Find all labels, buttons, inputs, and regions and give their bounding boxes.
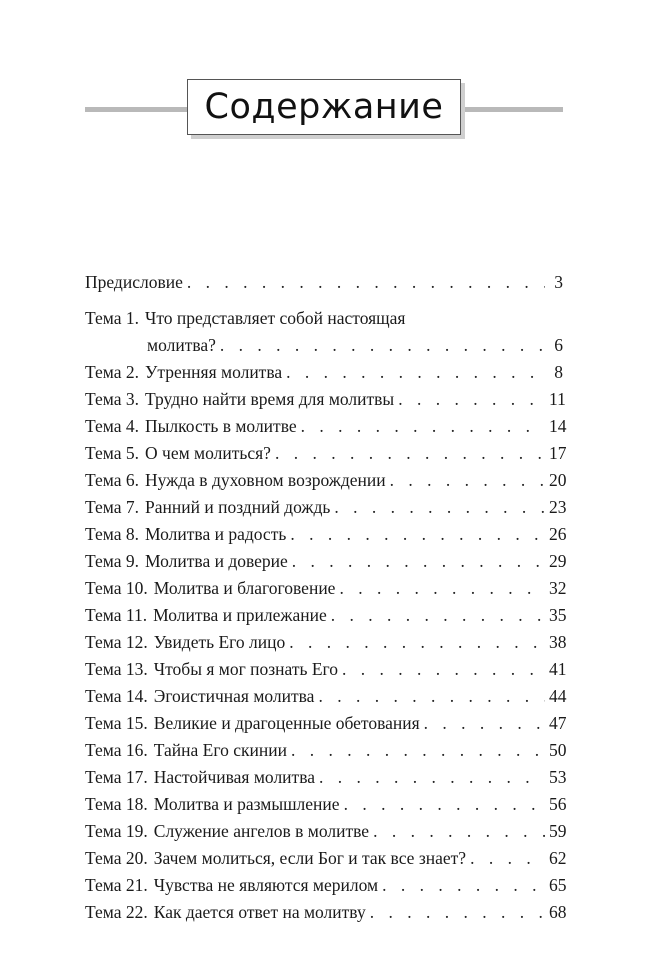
- toc-entry-number: Тема 22.: [85, 902, 148, 922]
- toc-entry-number: Тема 19.: [85, 821, 148, 841]
- toc-entry-label: Зачем молиться, если Бог и так все знает?: [153, 848, 467, 868]
- dot-leader: [275, 443, 545, 464]
- toc-entry-label: Трудно найти время для молитвы: [145, 389, 395, 409]
- dot-leader: [292, 551, 545, 572]
- dot-leader: [286, 362, 545, 383]
- toc-entry[interactable]: [85, 389, 566, 416]
- toc-entry-number: Тема 16.: [85, 740, 148, 760]
- toc-entry[interactable]: [85, 308, 563, 362]
- toc-entry[interactable]: [85, 740, 567, 767]
- dot-leader: [339, 578, 545, 599]
- toc-page-number: 32: [549, 578, 567, 598]
- toc-entry-number: Тема 15.: [85, 713, 148, 733]
- toc-entry-label: Чтобы я мог познать Его: [153, 659, 339, 679]
- toc-entry-number: Тема 17.: [85, 767, 148, 787]
- toc-entry-label: Утренняя молитва: [145, 362, 283, 382]
- toc-entry[interactable]: [85, 443, 567, 470]
- page-title: Содержание: [187, 79, 461, 135]
- toc-entry-label: Нужда в духовном возрождении: [145, 470, 386, 490]
- toc-entry-label: Что представляет собой настоящая: [145, 308, 406, 328]
- toc-page-number: 38: [549, 632, 567, 652]
- toc-entry[interactable]: [85, 848, 567, 875]
- toc-entry-label: Тайна Его скинии: [153, 740, 287, 760]
- dot-leader: [289, 632, 545, 653]
- toc-entry[interactable]: [85, 578, 567, 605]
- toc-page-number: 53: [549, 767, 567, 787]
- toc-page-number: 26: [549, 524, 567, 544]
- toc-page-number: 17: [549, 443, 567, 463]
- toc-entry-number: Тема 20.: [85, 848, 148, 868]
- toc-entry-preface[interactable]: [85, 272, 563, 308]
- table-of-contents: [85, 272, 567, 929]
- dot-leader: [319, 767, 545, 788]
- toc-entry-number: Тема 10.: [85, 578, 148, 598]
- toc-entry-number: Тема 14.: [85, 686, 148, 706]
- toc-page-number: 11: [549, 389, 566, 409]
- toc-entry-number: Тема 18.: [85, 794, 148, 814]
- toc-entry-number: Тема 6.: [85, 470, 140, 490]
- toc-page-number: 23: [549, 497, 567, 517]
- dot-leader: [291, 740, 545, 761]
- toc-entry-label: Предисловие: [85, 272, 183, 292]
- toc-entry-label: Великие и драгоценные обетования: [153, 713, 420, 733]
- toc-entry[interactable]: [85, 659, 567, 686]
- toc-entry-number: Тема 9.: [85, 551, 140, 571]
- dot-leader: [370, 902, 545, 923]
- toc-entry[interactable]: [85, 551, 567, 578]
- dot-leader: [290, 524, 545, 545]
- toc-entry-label: Молитва и доверие: [145, 551, 288, 571]
- toc-entry-label: Молитва и размышление: [153, 794, 340, 814]
- toc-page-number: 41: [549, 659, 567, 679]
- toc-page-number: 68: [549, 902, 567, 922]
- toc-page-number: 50: [549, 740, 567, 760]
- toc-entry[interactable]: [85, 902, 567, 929]
- toc-entry[interactable]: [85, 362, 563, 389]
- dot-leader: [344, 794, 545, 815]
- toc-entry-number: Тема 3.: [85, 389, 140, 409]
- toc-entry-label: Эгоистичная молитва: [153, 686, 315, 706]
- toc-entry[interactable]: [85, 632, 567, 659]
- toc-page-number: 14: [549, 416, 567, 436]
- dot-leader: [187, 272, 545, 293]
- toc-entry-label: Молитва и прилежание: [153, 605, 327, 625]
- dot-leader: [334, 497, 545, 518]
- toc-entry-number: Тема 13.: [85, 659, 148, 679]
- toc-entry-label: Как дается ответ на молитву: [153, 902, 366, 922]
- dot-leader: [373, 821, 545, 842]
- toc-entry-label: Ранний и поздний дождь: [145, 497, 331, 517]
- dot-leader: [318, 686, 545, 707]
- toc-entry-number: Тема 11.: [85, 605, 148, 625]
- toc-entry[interactable]: [85, 767, 567, 794]
- toc-page-number: 20: [549, 470, 567, 490]
- toc-entry[interactable]: [85, 470, 567, 497]
- toc-page-number: 44: [549, 686, 567, 706]
- dot-leader: [342, 659, 545, 680]
- toc-page-number: 47: [549, 713, 567, 733]
- toc-entry-label: Чувства не являются мерилом: [153, 875, 379, 895]
- toc-page-number: 8: [554, 362, 563, 382]
- toc-page-number: 65: [549, 875, 567, 895]
- toc-page-number: 59: [549, 821, 567, 841]
- toc-page-number: 6: [554, 335, 563, 355]
- toc-entry-label: Пылкость в молитве: [145, 416, 297, 436]
- toc-entry-number: Тема 7.: [85, 497, 140, 517]
- toc-page-number: 56: [549, 794, 567, 814]
- toc-entry-number: Тема 12.: [85, 632, 148, 652]
- dot-leader: [382, 875, 545, 896]
- toc-entry[interactable]: [85, 497, 567, 524]
- toc-entry-number: Тема 1.: [85, 308, 140, 328]
- toc-entry[interactable]: [85, 605, 567, 632]
- dot-leader: [398, 389, 545, 410]
- toc-entry[interactable]: [85, 794, 567, 821]
- dot-leader: [470, 848, 545, 869]
- toc-entry-number: Тема 4.: [85, 416, 140, 436]
- toc-page-number: 62: [549, 848, 567, 868]
- toc-entry[interactable]: [85, 875, 567, 902]
- toc-page-number: 35: [549, 605, 567, 625]
- dot-leader: [301, 416, 545, 437]
- toc-page-number: 3: [554, 272, 563, 292]
- toc-entry-number: Тема 21.: [85, 875, 148, 895]
- toc-entry-label: О чем молиться?: [145, 443, 271, 463]
- toc-entry[interactable]: [85, 416, 567, 443]
- toc-entry-label: Увидеть Его лицо: [153, 632, 286, 652]
- dot-leader: [331, 605, 545, 626]
- toc-entry[interactable]: [85, 713, 567, 740]
- dot-leader: [220, 335, 545, 356]
- toc-entry-label: Молитва и радость: [145, 524, 287, 544]
- toc-entry-number: Тема 8.: [85, 524, 140, 544]
- dot-leader: [424, 713, 545, 734]
- toc-entry-label-continued: молитва?: [147, 335, 216, 355]
- toc-entry-label: Настойчивая молитва: [153, 767, 315, 787]
- toc-entry-number: Тема 2.: [85, 362, 140, 382]
- toc-entry[interactable]: [85, 686, 567, 713]
- toc-page-number: 29: [549, 551, 567, 571]
- toc-entry[interactable]: [85, 821, 567, 848]
- toc-entry-label: Служение ангелов в молитве: [153, 821, 370, 841]
- toc-entry-label: Молитва и благоговение: [153, 578, 336, 598]
- dot-leader: [390, 470, 545, 491]
- toc-entry-number: Тема 5.: [85, 443, 140, 463]
- toc-entry[interactable]: [85, 524, 567, 551]
